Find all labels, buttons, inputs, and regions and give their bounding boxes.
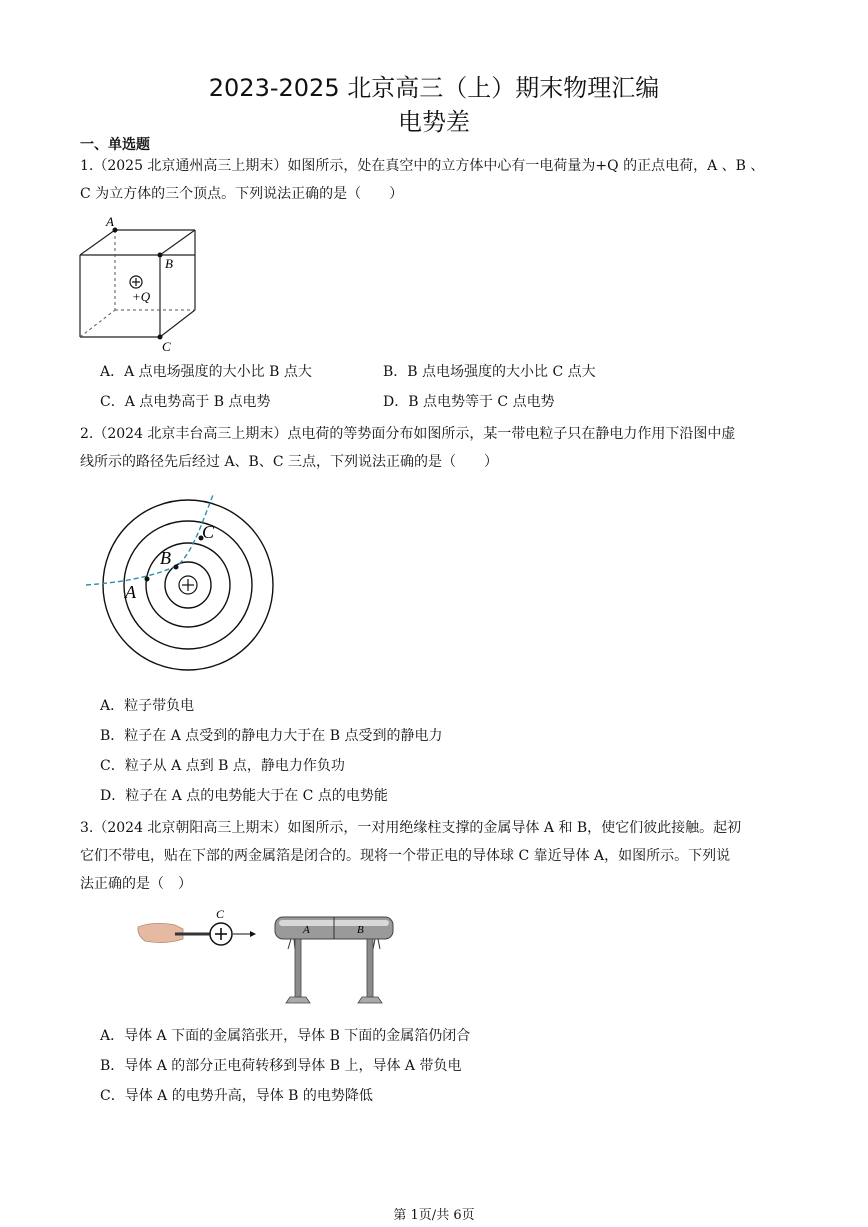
page-subtitle: 电势差 (398, 108, 470, 136)
label-c: C (202, 522, 215, 542)
question-1-line-1: 1.（2025 北京通州高三上期末）如图所示，处在真空中的立方体中心有一电荷量为+Q 的正点电荷，A 、B 、 (80, 158, 765, 174)
label-c: C (216, 907, 225, 921)
q2-option-b[interactable]: B．粒子在 A 点受到的静电力大于在 B 点受到的静电力 (100, 728, 443, 744)
question-3-line-2: 它们不带电，贴在下部的两金属箔是闭合的。现将一个带正电的导体球 C 靠近导体 A，如图所示。下列说 (80, 848, 731, 864)
q3-option-a[interactable]: A．导体 A 下面的金属箔张开，导体 B 下面的金属箔仍闭合 (100, 1028, 471, 1044)
equipotential-figure (78, 490, 278, 680)
label-b: B (165, 256, 173, 271)
arrow-icon (250, 931, 256, 937)
label-a: A (106, 214, 114, 229)
question-3-stem (80, 814, 800, 898)
question-2-line-2: 线所示的路径先后经过 A、B、C 三点，下列说法正确的是（ ） (80, 454, 499, 470)
conductor-figure (135, 905, 405, 1010)
label-a: A (303, 924, 310, 936)
label-c: C (162, 339, 171, 354)
cube-figure (70, 210, 210, 355)
q2-option-c[interactable]: C．粒子从 A 点到 B 点，静电力作负功 (100, 758, 345, 774)
q1-option-d[interactable]: D．B 点电势等于 C 点电势 (383, 394, 555, 410)
q1-option-a[interactable]: A．A 点电场强度的大小比 B 点大 (100, 364, 312, 380)
question-2-line-1: 2.（2024 北京丰台高三上期末）点电荷的等势面分布如图所示，某一带电粒子只在静电力作用下沿图中虚 (80, 426, 736, 442)
q1-option-b[interactable]: B．B 点电场强度的大小比 C 点大 (383, 364, 596, 380)
q3-option-b[interactable]: B．导体 A 的部分正电荷转移到导体 B 上，导体 A 带负电 (100, 1058, 462, 1074)
page-footer: 第 1页/共 6页 (393, 1208, 475, 1223)
point-b (158, 253, 163, 258)
q2-option-d[interactable]: D．粒子在 A 点的电势能大于在 C 点的电势能 (100, 788, 388, 804)
question-3-line-3: 法正确的是（ ） (80, 876, 192, 892)
q3-option-c[interactable]: C．导体 A 的电势升高，导体 B 的电势降低 (100, 1088, 373, 1104)
question-2-stem (80, 420, 800, 476)
label-b: B (160, 548, 171, 568)
question-1-line-2: C 为立方体的三个顶点。下列说法正确的是（ ） (80, 186, 404, 202)
point-a (145, 577, 150, 582)
section-heading: 一、单选题 (80, 137, 150, 153)
q1-option-c[interactable]: C．A 点电势高于 B 点电势 (100, 394, 271, 410)
page-title: 2023-2025 北京高三（上）期末物理汇编 (208, 74, 660, 102)
point-b (174, 565, 179, 570)
label-b: B (357, 924, 364, 936)
question-3-line-1: 3.（2024 北京朝阳高三上期末）如图所示，一对用绝缘柱支撑的金属导体 A 和 B，使它们彼此接触。起初 (80, 820, 742, 836)
q2-option-a[interactable]: A．粒子带负电 (100, 698, 195, 714)
label-q: +Q (132, 289, 151, 304)
label-a: A (125, 582, 136, 602)
question-1-stem (80, 152, 800, 208)
